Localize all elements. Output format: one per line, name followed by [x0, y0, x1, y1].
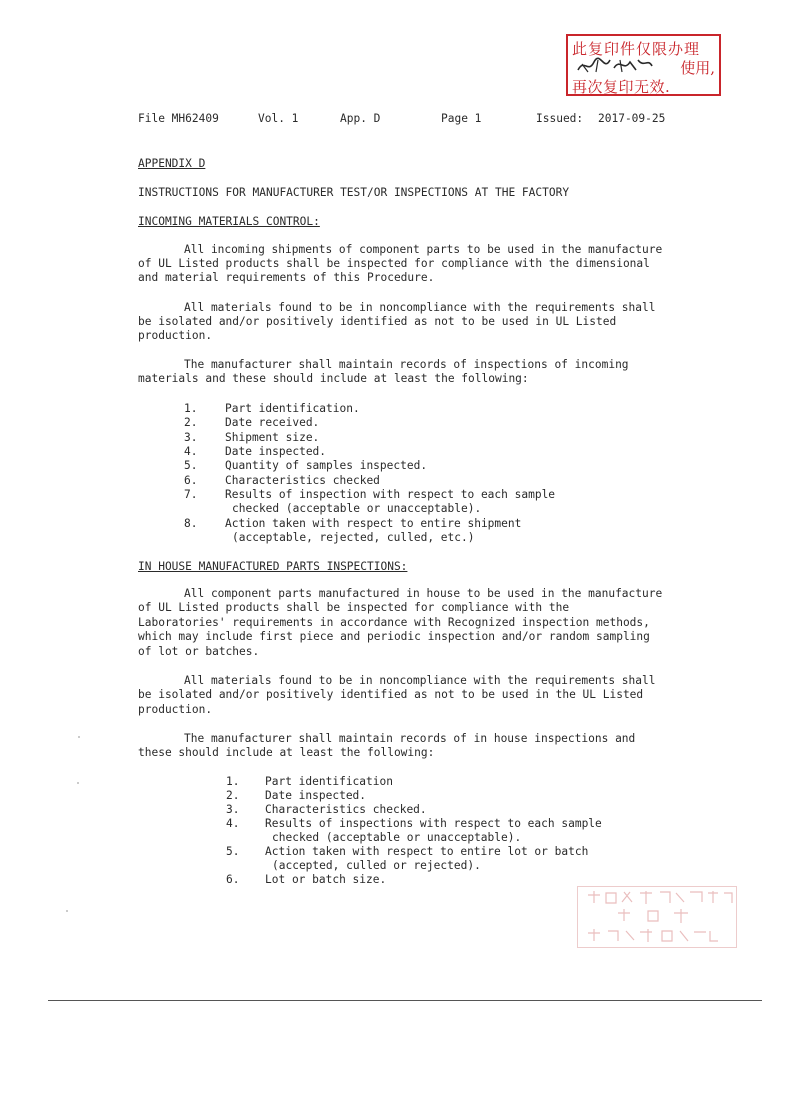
incoming-p1-line: All incoming shipments of component parts to be used in the manufacture	[184, 243, 663, 256]
list-item-number: 3.	[226, 803, 240, 816]
inhouse-p3-line: The manufacturer shall maintain records of in house inspections and	[184, 732, 636, 745]
header-app: App. D	[340, 112, 381, 125]
inhouse-p1-line: of UL Listed products shall be inspected for compliance with the	[138, 601, 570, 614]
inhouse-heading: IN HOUSE MANUFACTURED PARTS INSPECTIONS:	[138, 560, 408, 573]
list-item-text: Shipment size.	[225, 431, 320, 444]
list-item-text: Characteristics checked.	[265, 803, 427, 816]
footer-rule	[48, 1000, 762, 1001]
stamp-line-1: 此复印件仅限办理	[572, 40, 701, 58]
list-item-continuation: checked (acceptable or unacceptable).	[272, 831, 522, 844]
inhouse-p1-line: of lot or batches.	[138, 645, 260, 658]
main-title: INSTRUCTIONS FOR MANUFACTURER TEST/OR INSPECTIONS AT THE FACTORY	[138, 186, 570, 199]
incoming-p2-line: be isolated and/or positively identified as not to be used in UL Listed	[138, 315, 617, 328]
stamp-line-2: 使用,	[680, 59, 715, 77]
header-page: Page 1	[441, 112, 482, 125]
bleed-through-stamp	[577, 886, 737, 948]
inhouse-p1-line: Laboratories' requirements in accordance with Recognized inspection methods,	[138, 616, 650, 629]
header-issued-date: 2017-09-25	[598, 112, 666, 125]
list-item-text: Action taken with respect to entire shipment	[225, 517, 522, 530]
list-item-text: Part identification	[265, 775, 393, 788]
list-item-text: Part identification.	[225, 402, 360, 415]
list-item-number: 6.	[226, 873, 240, 886]
stamp-line-3: 再次复印无效.	[572, 78, 671, 96]
list-item-text: Quantity of samples inspected.	[225, 459, 428, 472]
list-item-continuation: checked (acceptable or unacceptable).	[232, 502, 482, 515]
list-item-text: Date received.	[225, 416, 320, 429]
list-item-text: Lot or batch size.	[265, 873, 387, 886]
list-item-number: 5.	[226, 845, 240, 858]
inhouse-p2-line: All materials found to be in noncompliance with the requirements shall	[184, 674, 656, 687]
incoming-p1-line: and material requirements of this Procedure.	[138, 271, 435, 284]
list-item-continuation: (acceptable, rejected, culled, etc.)	[232, 531, 475, 544]
list-item-text: Results of inspection with respect to each sample	[225, 488, 556, 501]
list-item-number: 7.	[184, 488, 198, 501]
list-item-number: 3.	[184, 431, 198, 444]
inhouse-p3-line: these should include at least the following:	[138, 746, 435, 759]
handwritten-signature	[574, 54, 654, 76]
incoming-p3-line: materials and these should include at least the following:	[138, 372, 529, 385]
list-item-text: Date inspected.	[225, 445, 327, 458]
list-item-number: 1.	[184, 402, 198, 415]
header-file: File MH62409	[138, 112, 219, 125]
list-item-number: 4.	[226, 817, 240, 830]
inhouse-p1-line: which may include first piece and periodic inspection and/or random sampling	[138, 630, 650, 643]
list-item-text: Date inspected.	[265, 789, 367, 802]
list-item-number: 2.	[226, 789, 240, 802]
incoming-p1-line: of UL Listed products shall be inspected for compliance with the dimensional	[138, 257, 650, 270]
scan-speck	[66, 910, 68, 912]
header-issued-label: Issued:	[536, 112, 584, 125]
red-seal-stamp	[566, 34, 721, 96]
scan-speck	[78, 736, 80, 738]
header-vol: Vol. 1	[258, 112, 299, 125]
incoming-heading: INCOMING MATERIALS CONTROL:	[138, 215, 320, 228]
inhouse-p2-line: be isolated and/or positively identified as not to be used in the UL Listed	[138, 688, 644, 701]
incoming-p3-line: The manufacturer shall maintain records of inspections of incoming	[184, 358, 629, 371]
inhouse-p2-line: production.	[138, 703, 213, 716]
list-item-number: 1.	[226, 775, 240, 788]
list-item-text: Characteristics checked	[225, 474, 380, 487]
incoming-p2-line: All materials found to be in noncompliance with the requirements shall	[184, 301, 656, 314]
list-item-number: 2.	[184, 416, 198, 429]
list-item-text: Results of inspections with respect to each sample	[265, 817, 602, 830]
list-item-continuation: (accepted, culled or rejected).	[272, 859, 481, 872]
list-item-number: 5.	[184, 459, 198, 472]
list-item-number: 6.	[184, 474, 198, 487]
appendix-title: APPENDIX D	[138, 157, 206, 170]
list-item-number: 4.	[184, 445, 198, 458]
list-item-text: Action taken with respect to entire lot or batch	[265, 845, 589, 858]
incoming-p2-line: production.	[138, 329, 213, 342]
scan-speck	[77, 782, 79, 784]
inhouse-p1-line: All component parts manufactured in house to be used in the manufacture	[184, 587, 663, 600]
list-item-number: 8.	[184, 517, 198, 530]
